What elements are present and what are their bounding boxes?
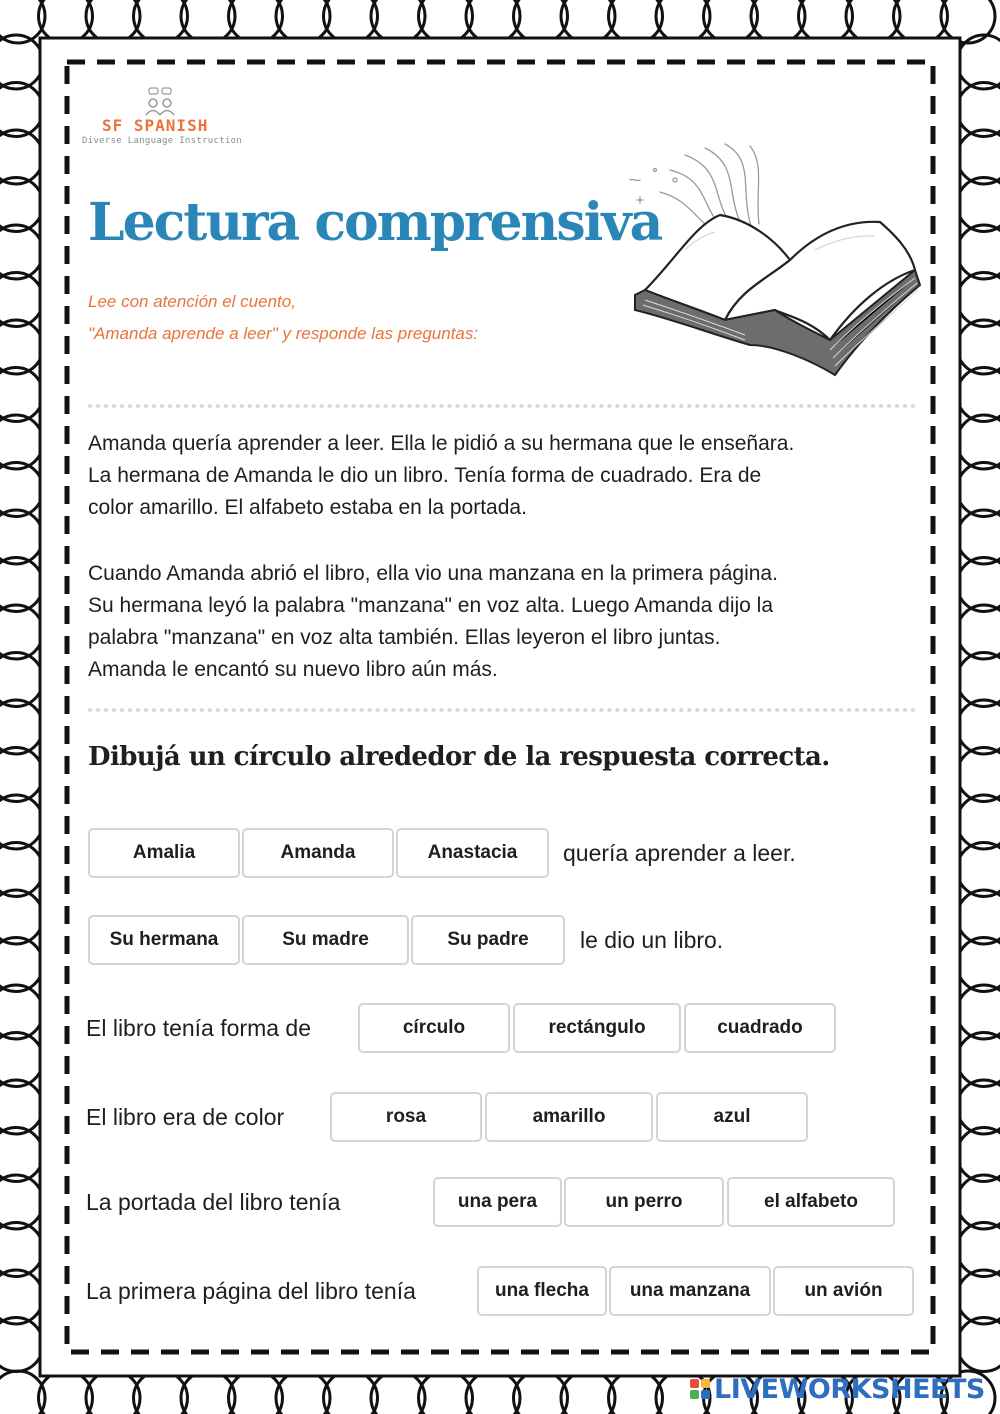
scallop-circle: [957, 415, 1000, 469]
scallop-circle: [957, 463, 1000, 517]
scallop-circle: [0, 748, 43, 802]
scallop-circle: [0, 178, 43, 232]
answer-option[interactable]: Amanda: [242, 828, 394, 878]
story-line: Cuando Amanda abrió el libro, ella vio una manzana en la primera página.: [88, 562, 778, 585]
scallop-circle: [957, 795, 1000, 849]
scallop-circle: [0, 320, 43, 374]
sf-spanish-logo: [82, 86, 252, 156]
answer-option[interactable]: un perro: [564, 1177, 724, 1227]
liveworksheets-watermark: [690, 1374, 985, 1404]
scallop-circle: [0, 985, 43, 1039]
answer-option[interactable]: rectángulo: [513, 1003, 681, 1053]
scallop-circle: [0, 795, 43, 849]
scallop-circle: [957, 843, 1000, 897]
story-line: Su hermana leyó la palabra "manzana" en voz alta. Luego Amanda dijo la: [88, 594, 774, 617]
scallop-circle: [957, 130, 1000, 184]
question-text: le dio un libro.: [580, 927, 724, 953]
scallop-circle: [0, 510, 43, 564]
scallop-circle: [957, 1270, 1000, 1324]
scallop-circle: [0, 558, 43, 612]
scallop-circle: [957, 1080, 1000, 1134]
scallop-circle: [0, 1128, 43, 1182]
scallop-circle: [957, 605, 1000, 659]
question-text: El libro tenía forma de: [86, 1015, 312, 1041]
questions-heading: Dibujá un círculo alrededor de la respuesta correcta.: [88, 742, 830, 772]
question-text: La primera página del libro tenía: [86, 1278, 416, 1304]
story-line: color amarillo. El alfabeto estaba en la portada.: [88, 496, 527, 519]
scallop-circle: [0, 938, 43, 992]
scallop-circle: [957, 700, 1000, 754]
scallop-circle: [957, 178, 1000, 232]
scallop-circle: [957, 510, 1000, 564]
scallop-circle: [0, 1270, 43, 1324]
scallop-circle: [957, 1223, 1000, 1277]
question-text: quería aprender a leer.: [563, 840, 796, 866]
instructions-line-1: Lee con atención el cuento,: [88, 292, 296, 311]
scallop-circle: [957, 320, 1000, 374]
logo-brand-name: SF SPANISH: [102, 116, 209, 135]
scallop-circle: [0, 1080, 43, 1134]
instructions-line-2: "Amanda aprende a leer" y responde las preguntas:: [88, 324, 479, 343]
scallop-circle: [957, 35, 1000, 89]
answer-option[interactable]: una pera: [433, 1177, 562, 1227]
scallop-circle: [957, 1128, 1000, 1182]
answer-option[interactable]: el alfabeto: [727, 1177, 895, 1227]
answer-option[interactable]: amarillo: [485, 1092, 653, 1142]
answer-option[interactable]: círculo: [358, 1003, 510, 1053]
scallop-circle: [957, 1318, 1000, 1372]
answer-option[interactable]: azul: [656, 1092, 808, 1142]
scallop-circle: [957, 938, 1000, 992]
question-text: La portada del libro tenía: [86, 1189, 341, 1215]
scallop-circle: [0, 1318, 43, 1372]
scallop-circle: [0, 415, 43, 469]
scallop-circle: [0, 225, 43, 279]
scallop-circle: [0, 1033, 43, 1087]
story-line: Amanda le encantó su nuevo libro aún más.: [88, 658, 498, 681]
logo-tagline: Diverse Language Instruction: [82, 136, 243, 146]
scallop-circle: [957, 368, 1000, 422]
scallop-circle: [0, 273, 43, 327]
scallop-circle: [957, 225, 1000, 279]
scallop-circle: [0, 653, 43, 707]
scallop-circle: [957, 653, 1000, 707]
scallop-circle: [957, 890, 1000, 944]
scallop-circle: [0, 1223, 43, 1277]
scallop-circle: [0, 605, 43, 659]
page-title: Lectura comprensiva: [88, 192, 662, 253]
story-line: palabra "manzana" en voz alta también. Ellas leyeron el libro juntas.: [88, 626, 721, 649]
speech-people-icon: [140, 86, 180, 116]
answer-option[interactable]: Anastacia: [396, 828, 549, 878]
story-line: Amanda quería aprender a leer. Ella le pidió a su hermana que le enseñara.: [88, 432, 795, 455]
answer-option[interactable]: Su hermana: [88, 915, 240, 965]
question-text: El libro era de color: [86, 1104, 285, 1130]
story-line: La hermana de Amanda le dio un libro. Tenía forma de cuadrado. Era de: [88, 464, 762, 487]
scallop-circle: [0, 1175, 43, 1229]
dotted-separator-bottom: [88, 708, 916, 712]
scallop-circle: [957, 1175, 1000, 1229]
scallop-circle: [0, 843, 43, 897]
scallop-circle: [957, 273, 1000, 327]
open-book-illustration: [615, 140, 925, 390]
answer-option[interactable]: rosa: [330, 1092, 482, 1142]
liveworksheets-logo-icon: [690, 1379, 710, 1399]
answer-option[interactable]: cuadrado: [684, 1003, 836, 1053]
scallop-circle: [0, 368, 43, 422]
answer-option[interactable]: Su padre: [411, 915, 565, 965]
scallop-circle: [0, 130, 43, 184]
scallop-circle: [957, 985, 1000, 1039]
scallop-circle: [957, 748, 1000, 802]
scallop-circle: [0, 700, 43, 754]
answer-option[interactable]: Amalia: [88, 828, 240, 878]
answer-option[interactable]: una flecha: [477, 1266, 607, 1316]
scallop-circle: [957, 1033, 1000, 1087]
scallop-circle: [0, 463, 43, 517]
answer-option[interactable]: Su madre: [242, 915, 409, 965]
scallop-circle: [957, 83, 1000, 137]
answer-option[interactable]: un avión: [773, 1266, 914, 1316]
answer-option[interactable]: una manzana: [609, 1266, 771, 1316]
scallop-circle: [957, 558, 1000, 612]
watermark-text: LIVEWORKSHEETS: [714, 1373, 985, 1405]
scallop-circle: [0, 890, 43, 944]
dotted-separator-top: [88, 404, 916, 408]
scallop-circle: [0, 83, 43, 137]
